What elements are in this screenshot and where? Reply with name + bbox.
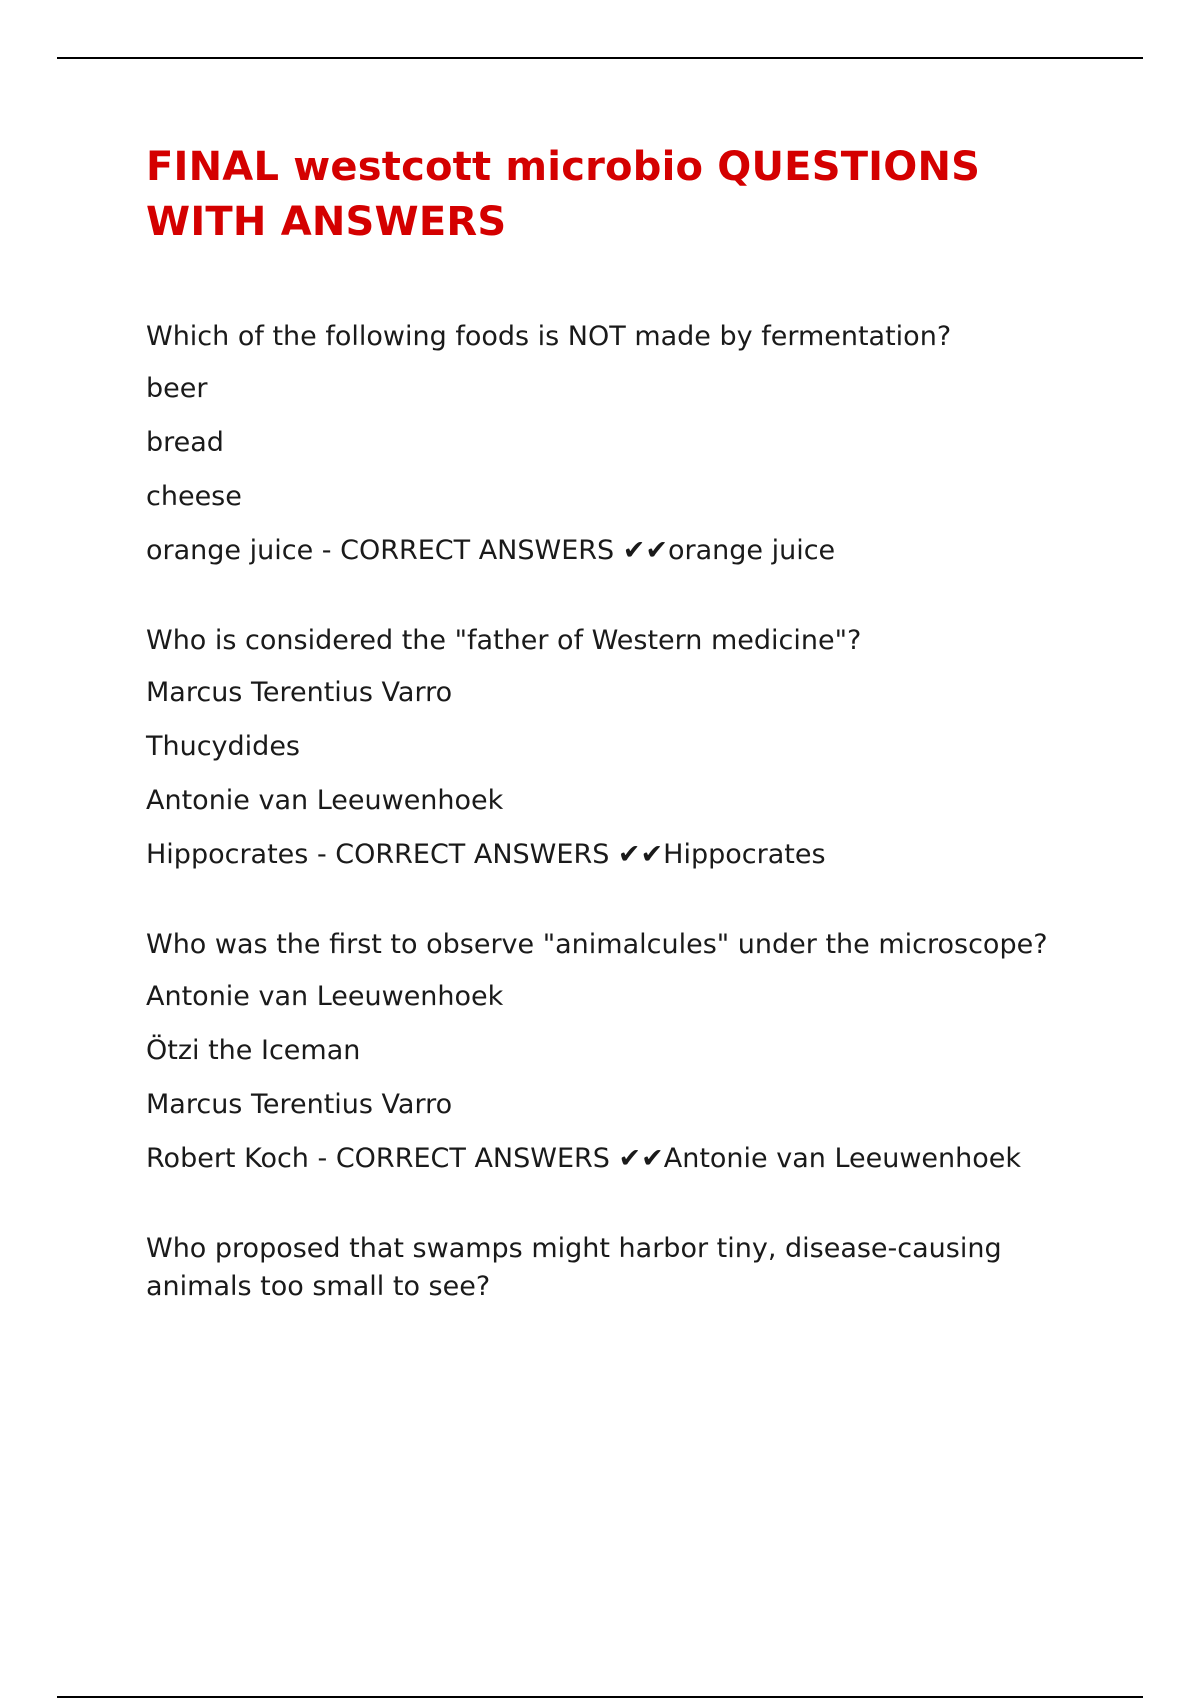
answer-option: Antonie van Leeuwenhoek: [146, 785, 504, 816]
answer-option: Marcus Terentius Varro: [146, 677, 453, 708]
correct-answer-line: orange juice - CORRECT ANSWERS ✔✔orange juice: [146, 535, 836, 566]
answer-option: beer: [146, 373, 208, 404]
top-rule: [57, 57, 1143, 59]
document-body: [146, 140, 1106, 1358]
question-block-2: [146, 622, 1106, 874]
question-text: Who was the first to observe "animalcules" under the microscope?: [146, 929, 1048, 960]
question-text: Which of the following foods is NOT made by fermentation?: [146, 321, 952, 352]
answer-option: Marcus Terentius Varro: [146, 1089, 453, 1120]
document-title: FINAL westcott microbio QUESTIONS WITH ANSWERS: [146, 144, 981, 245]
correct-answer-line: Hippocrates - CORRECT ANSWERS ✔✔Hippocrates: [146, 839, 826, 870]
question-block-4: [146, 1230, 1106, 1306]
answer-option: Thucydides: [146, 731, 300, 762]
answer-option: Antonie van Leeuwenhoek: [146, 981, 504, 1012]
question-text: Who is considered the "father of Western medicine"?: [146, 625, 862, 656]
correct-answer-line: Robert Koch - CORRECT ANSWERS ✔✔Antonie van Leeuwenhoek: [146, 1143, 1022, 1174]
question-list: [146, 318, 1106, 1306]
answer-option: cheese: [146, 481, 242, 512]
bottom-rule: [57, 1696, 1143, 1698]
answer-option: Ötzi the Iceman: [146, 1035, 361, 1066]
question-text: Who proposed that swamps might harbor tiny, disease-causing animals too small to see?: [146, 1233, 1002, 1302]
question-block-3: [146, 926, 1106, 1178]
answer-option: bread: [146, 427, 224, 458]
question-block-1: [146, 318, 1106, 570]
